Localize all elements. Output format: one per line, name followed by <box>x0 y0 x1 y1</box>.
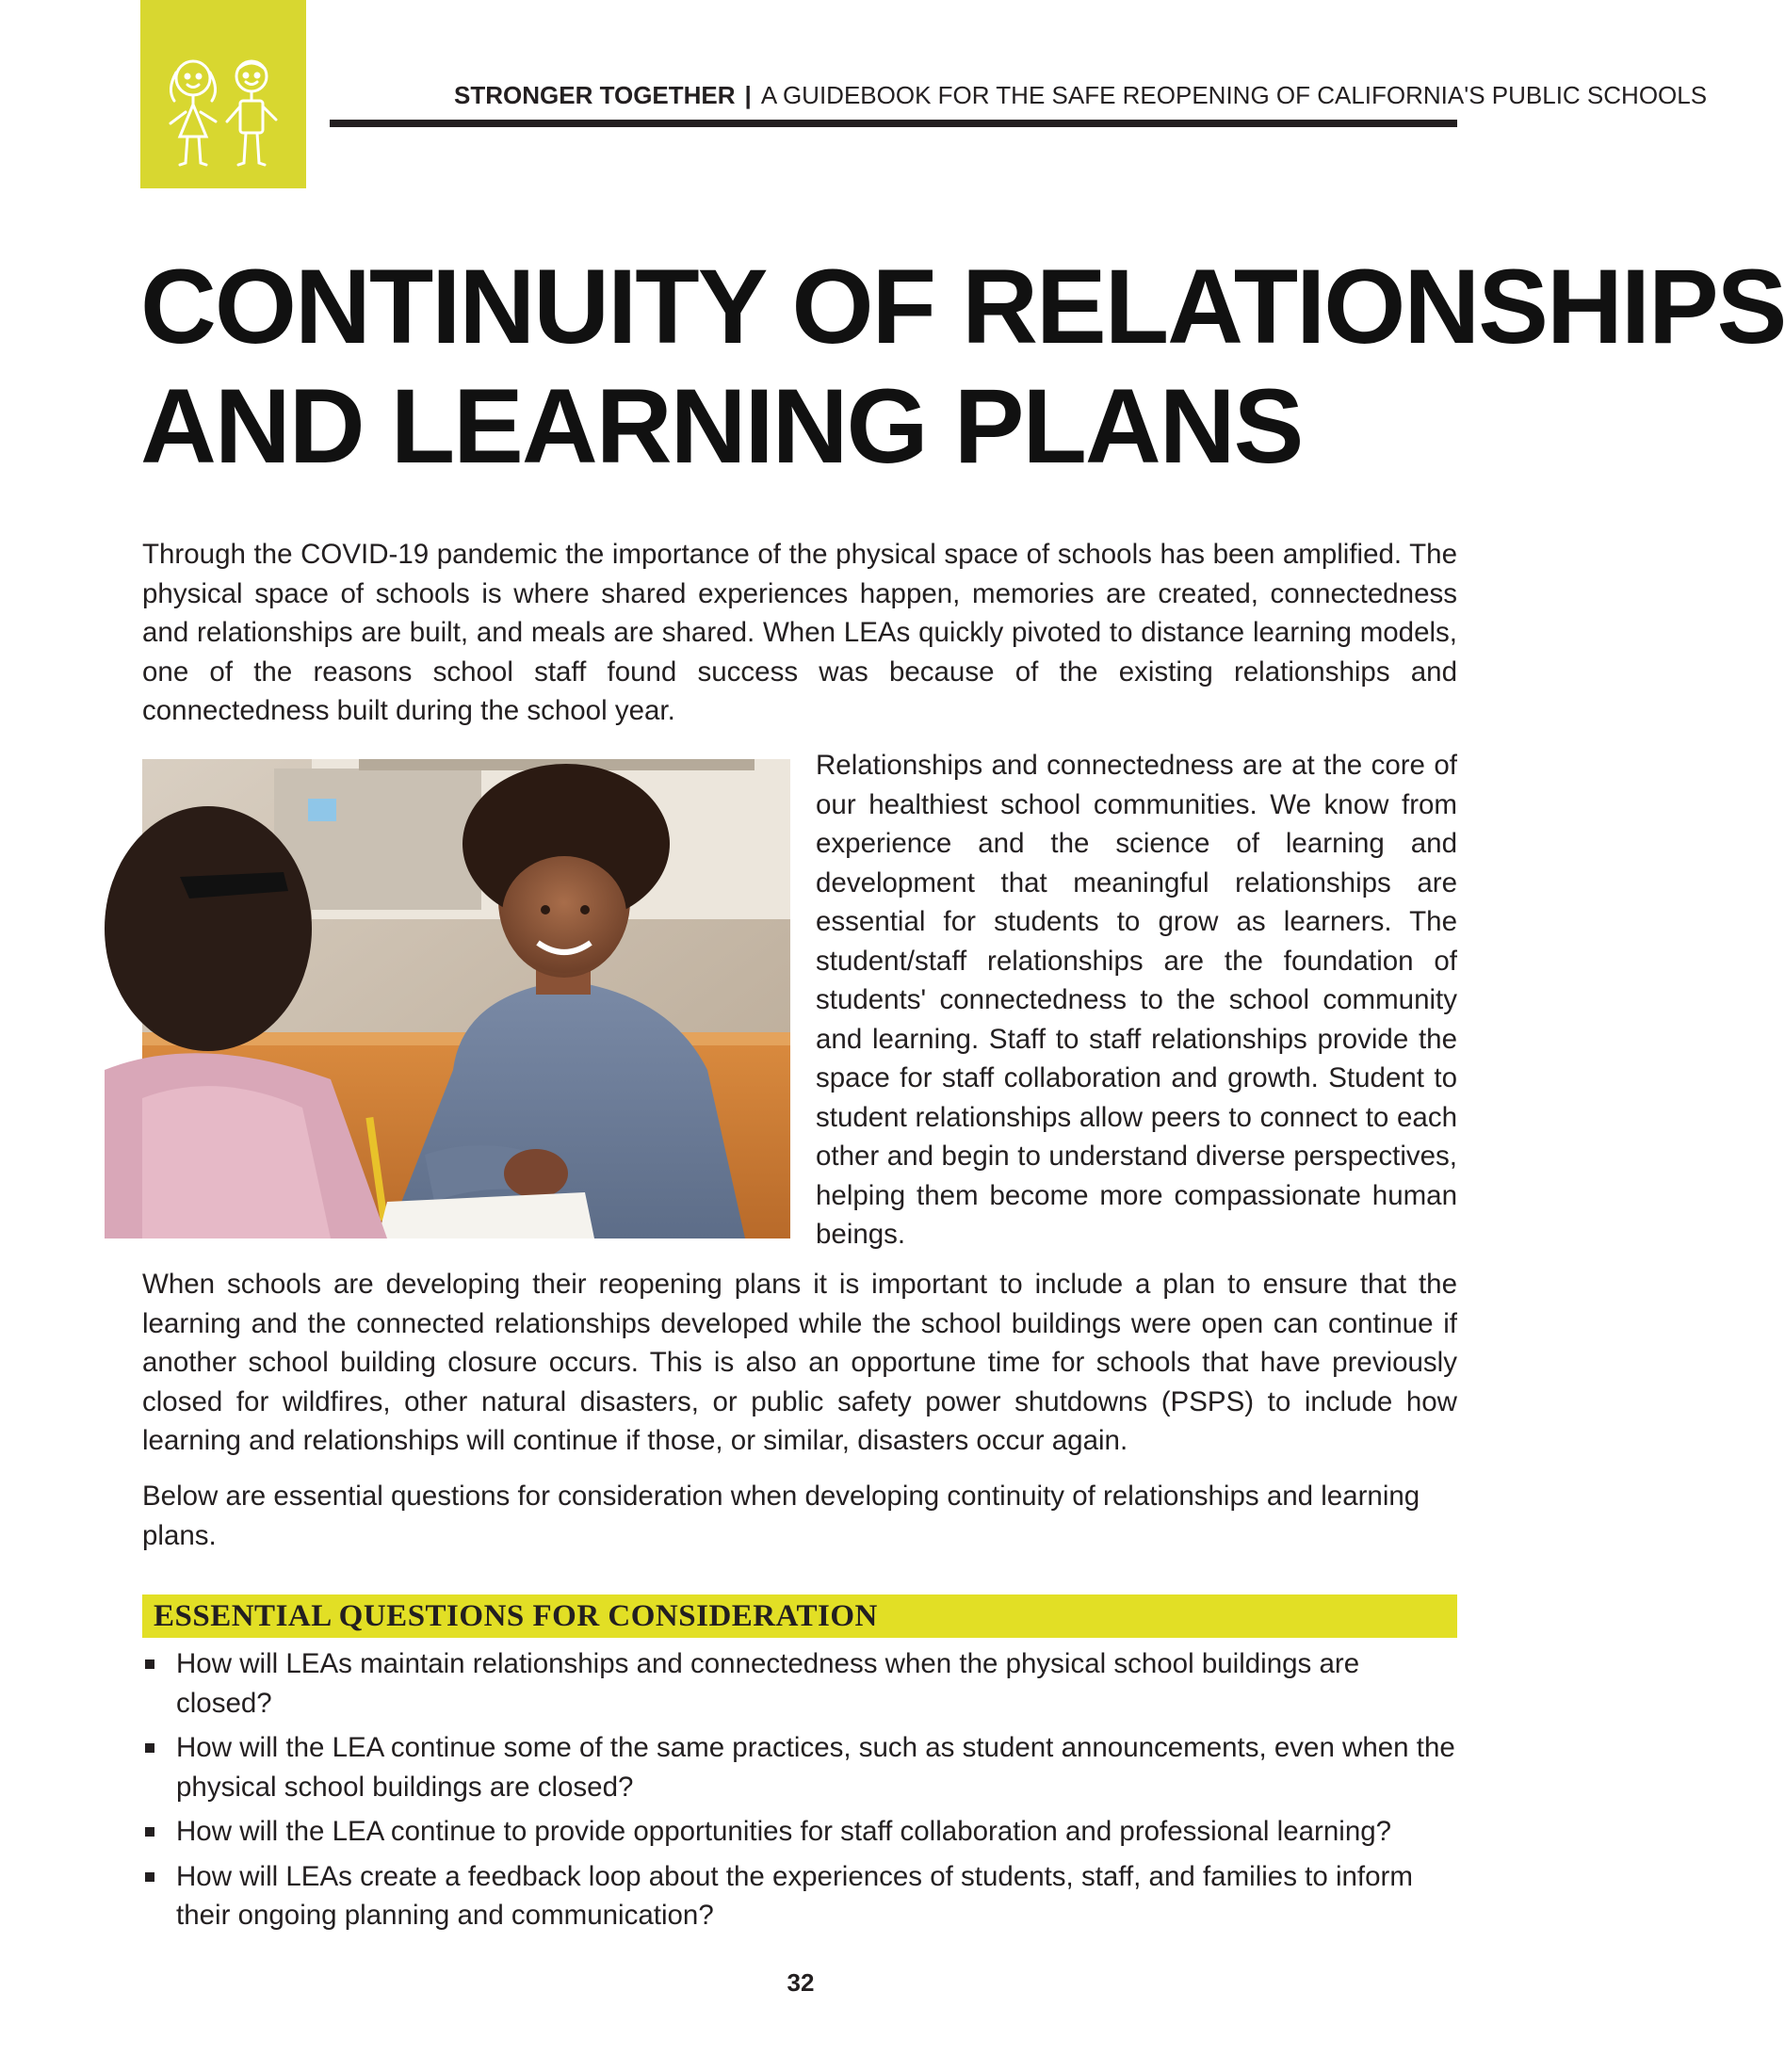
page-title <box>140 247 1785 486</box>
header-subtitle: A GUIDEBOOK FOR THE SAFE REOPENING OF CALIFORNIA'S PUBLIC SCHOOLS <box>760 81 1708 109</box>
bullet-square-icon <box>145 1659 154 1669</box>
bullet-square-icon <box>145 1872 154 1882</box>
logo-block <box>140 0 306 188</box>
list-item <box>142 1812 1457 1852</box>
header-separator: | <box>744 81 752 109</box>
running-header <box>454 81 1708 110</box>
reopening-paragraph: When schools are developing their reopening plans it is important to include a plan to ensure that the learning and the connected relationships developed while the school buildings were open can continue if another school building closure occurs. This is also an opportune time for schools that have previously closed for wildfires, other natural disasters, or public safety power shutdowns (PSPS) to include how learning and relationships will continue if those, or similar, disasters occur again. <box>142 1269 1457 1456</box>
essential-questions-heading: ESSENTIAL QUESTIONS FOR CONSIDERATION <box>154 1599 878 1633</box>
question-text: How will LEAs maintain relationships and connectedness when the physical school buildings are closed? <box>176 1648 1360 1719</box>
header-brand: STRONGER TOGETHER <box>454 81 736 109</box>
intro-paragraph: Through the COVID-19 pandemic the importance of the physical space of schools has been amplified. The physical space of schools is where shared experiences happen, memories are created, connectedness and relationships are built, and meals are shared. When LEAs quickly pivoted to distance learning models, one of the reasons school staff found success was because of the existing relationships and connectedness built during the school year. <box>142 539 1457 726</box>
list-item <box>142 1644 1457 1723</box>
title-line-2: AND LEARNING PLANS <box>140 367 1303 485</box>
questions-intro-paragraph: Below are essential questions for consideration when developing continuity of relationships and learning plans. <box>142 1481 1420 1551</box>
bullet-square-icon <box>145 1743 154 1753</box>
essential-questions-heading-bar <box>142 1594 1457 1638</box>
bullet-square-icon <box>145 1827 154 1837</box>
question-text: How will LEAs create a feedback loop about the experiences of students, staff, and families to inform their ongoing planning and communication? <box>176 1860 1413 1931</box>
question-text: How will the LEA continue some of the same practices, such as student announcements, even when the physical school buildings are closed? <box>176 1732 1455 1803</box>
header-rule <box>330 120 1457 127</box>
question-text: How will the LEA continue to provide opportunities for staff collaboration and professional learning? <box>176 1816 1392 1847</box>
relationships-paragraph: Relationships and connectedness are at the core of our healthiest school communities. We know from experience and the science of learning and development that meaningful relationships are essential for students to grow as learners. The student/staff relationships are the foundation of students' connectedness to the school community and learning. Staff to staff relationships provide the space for staff collaboration and growth. Student to student relationships allow peers to connect to each other and begin to understand diverse perspectives, helping them become more compassionate human beings. <box>816 750 1457 1250</box>
student-staff-photo <box>142 759 790 1238</box>
list-item <box>142 1728 1457 1806</box>
essential-questions-list <box>142 1644 1457 1941</box>
list-item <box>142 1857 1457 1935</box>
children-logo-icon <box>157 52 289 174</box>
title-line-1: CONTINUITY OF RELATIONSHIPS <box>140 248 1785 365</box>
page-number: 32 <box>787 1968 815 1997</box>
